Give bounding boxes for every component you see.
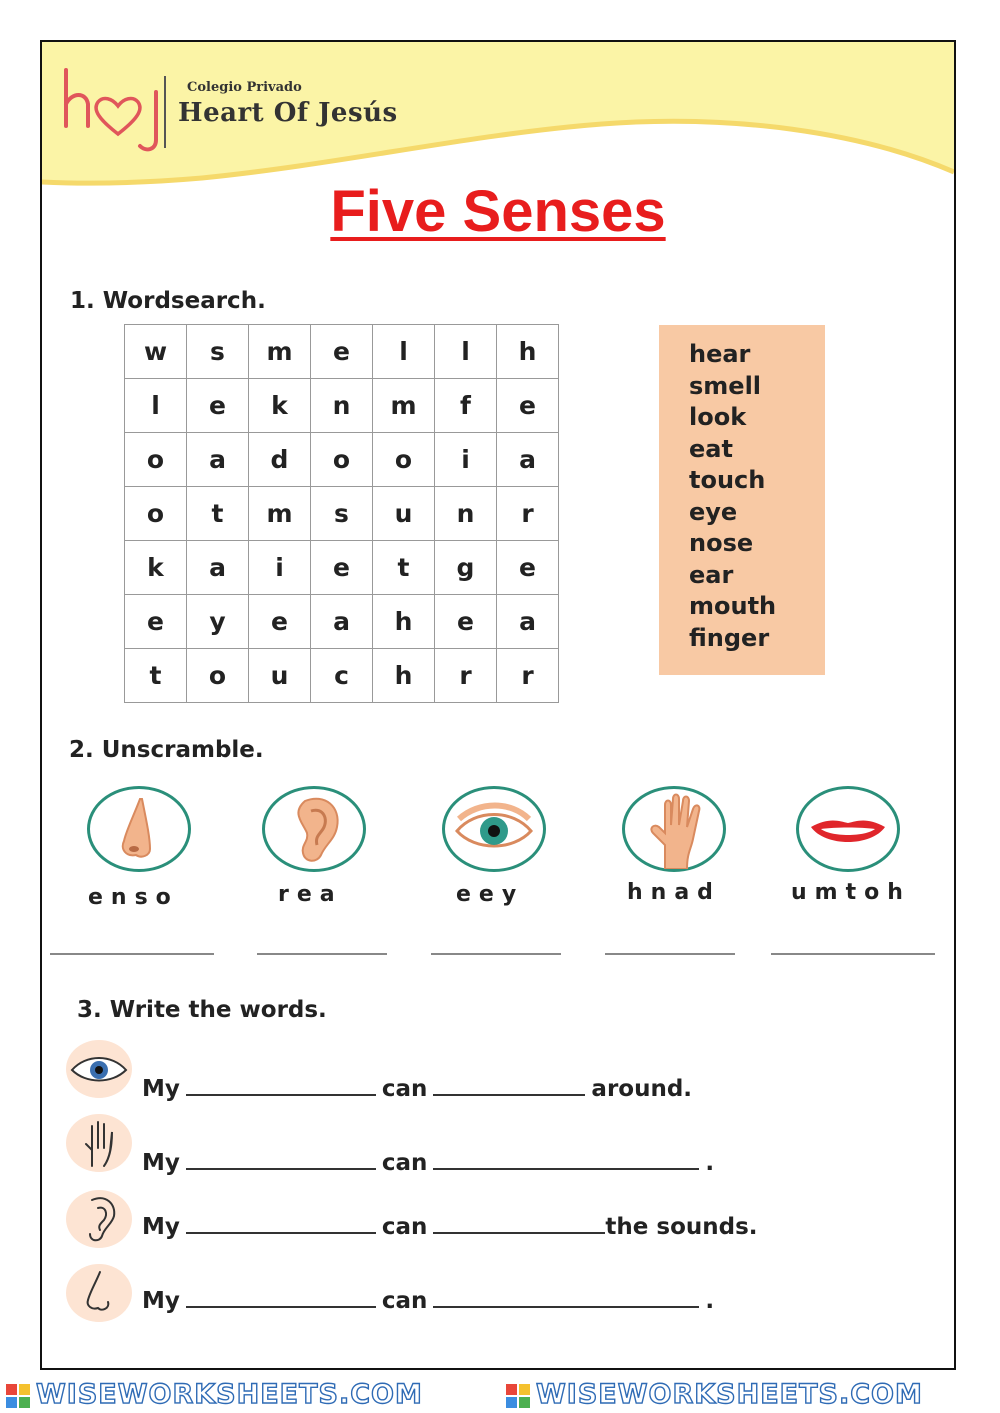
sentence-3-can: can — [381, 1214, 428, 1240]
grid-cell[interactable]: a — [311, 595, 373, 649]
grid-cell[interactable]: n — [311, 379, 373, 433]
grid-row — [125, 433, 559, 487]
site-badge-icon — [6, 1384, 30, 1408]
nose-picture — [87, 786, 191, 872]
grid-cell[interactable]: o — [311, 433, 373, 487]
sentence-4-blank-a[interactable] — [186, 1305, 376, 1308]
grid-cell[interactable]: c — [311, 649, 373, 703]
answer-blank-4[interactable] — [605, 953, 735, 955]
sentence-4-end: . — [705, 1288, 715, 1314]
eye-icon — [66, 1040, 132, 1098]
sentence-2-end: . — [705, 1150, 715, 1176]
grid-cell[interactable]: i — [435, 433, 497, 487]
grid-cell[interactable]: d — [249, 433, 311, 487]
sentence-2-can: can — [381, 1150, 428, 1176]
sentence-1-can: can — [381, 1076, 428, 1102]
footer-text-2: WISEWORKSHEETS.COM — [536, 1379, 923, 1410]
sentence-4-blank-b[interactable] — [433, 1305, 699, 1308]
sentence-2-my: My — [142, 1150, 180, 1176]
grid-cell[interactable]: g — [435, 541, 497, 595]
grid-cell[interactable]: e — [249, 595, 311, 649]
section1-heading: 1. Wordsearch. — [70, 288, 266, 314]
word-list-item: eye — [689, 497, 738, 526]
grid-cell[interactable]: h — [373, 595, 435, 649]
grid-cell[interactable]: u — [249, 649, 311, 703]
word-list-item: finger — [689, 623, 770, 652]
sentence-3-end: the sounds. — [605, 1214, 758, 1240]
grid-row — [125, 649, 559, 703]
sentence-2-picture — [66, 1114, 132, 1172]
sentence-1 — [142, 1076, 692, 1102]
logo-divider — [164, 76, 166, 148]
sentence-2 — [142, 1150, 714, 1176]
grid-cell[interactable]: u — [373, 487, 435, 541]
sentence-1-picture — [66, 1040, 132, 1098]
school-logo — [60, 52, 180, 162]
grid-row — [125, 541, 559, 595]
grid-cell[interactable]: e — [311, 325, 373, 379]
hand-picture — [622, 786, 726, 872]
grid-cell[interactable]: r — [497, 649, 559, 703]
school-subtitle: Colegio Privado — [187, 80, 302, 95]
sentence-1-blank-a[interactable] — [186, 1093, 376, 1096]
grid-row — [125, 379, 559, 433]
ear-icon — [265, 789, 363, 869]
grid-cell[interactable]: k — [249, 379, 311, 433]
grid-cell[interactable]: a — [187, 541, 249, 595]
grid-cell[interactable]: o — [373, 433, 435, 487]
footer-watermark — [0, 1376, 1000, 1413]
grid-cell[interactable]: o — [125, 487, 187, 541]
scrambled-word-4: hnad — [627, 880, 721, 905]
word-list-item: ear — [689, 560, 734, 589]
scrambled-word-3: eey — [456, 882, 525, 907]
sentence-1-end: around. — [591, 1076, 693, 1102]
grid-cell[interactable]: l — [373, 325, 435, 379]
word-list-item: touch — [689, 466, 766, 494]
grid-cell[interactable]: m — [249, 487, 311, 541]
section3-heading: 3. Write the words. — [77, 997, 327, 1023]
grid-cell[interactable]: s — [311, 487, 373, 541]
grid-cell[interactable]: f — [435, 379, 497, 433]
ear-picture — [262, 786, 366, 872]
grid-cell[interactable]: a — [497, 595, 559, 649]
sentence-2-blank-b[interactable] — [433, 1167, 699, 1170]
grid-cell[interactable]: k — [125, 541, 187, 595]
grid-cell[interactable]: s — [187, 325, 249, 379]
grid-cell[interactable]: o — [187, 649, 249, 703]
ear-icon — [66, 1190, 132, 1248]
sentence-3 — [142, 1214, 758, 1240]
grid-cell[interactable]: t — [125, 649, 187, 703]
word-list-item: eat — [689, 434, 733, 463]
section2-heading: 2. Unscramble. — [69, 737, 264, 763]
grid-cell[interactable]: l — [125, 379, 187, 433]
answer-blank-3[interactable] — [431, 953, 561, 955]
grid-cell[interactable]: m — [373, 379, 435, 433]
scrambled-word-5: umtoh — [791, 880, 911, 905]
wordsearch-grid — [124, 324, 559, 703]
site-badge-icon — [506, 1384, 530, 1408]
grid-row — [125, 325, 559, 379]
grid-cell[interactable]: h — [497, 325, 559, 379]
page-title: Five Senses — [330, 179, 666, 244]
grid-cell[interactable]: a — [497, 433, 559, 487]
grid-cell[interactable]: e — [311, 541, 373, 595]
grid-cell[interactable]: o — [125, 433, 187, 487]
grid-cell[interactable]: e — [497, 379, 559, 433]
sentence-3-my: My — [142, 1214, 180, 1240]
grid-cell[interactable]: r — [497, 487, 559, 541]
grid-cell[interactable]: y — [187, 595, 249, 649]
sentence-4-can: can — [381, 1288, 428, 1314]
mouth-picture — [796, 786, 900, 872]
grid-cell[interactable]: e — [187, 379, 249, 433]
hand-icon — [66, 1114, 132, 1172]
worksheet-page — [40, 40, 956, 1370]
answer-blank-1[interactable] — [50, 953, 214, 955]
footer-text-1: WISEWORKSHEETS.COM — [36, 1379, 423, 1410]
word-list-item: nose — [689, 529, 754, 557]
eye-picture — [442, 786, 546, 872]
hand-icon — [625, 789, 723, 869]
grid-row — [125, 487, 559, 541]
sentence-2-blank-a[interactable] — [186, 1167, 376, 1170]
sentence-4-picture — [66, 1264, 132, 1322]
grid-cell[interactable]: t — [187, 487, 249, 541]
word-list-item: hear — [689, 340, 751, 368]
grid-cell[interactable]: a — [187, 433, 249, 487]
grid-cell[interactable]: m — [249, 325, 311, 379]
sentence-3-picture — [66, 1190, 132, 1248]
sentence-4-my: My — [142, 1288, 180, 1314]
grid-cell[interactable]: i — [249, 541, 311, 595]
mouth-icon — [799, 789, 897, 869]
grid-cell[interactable]: w — [125, 325, 187, 379]
grid-row — [125, 595, 559, 649]
grid-cell[interactable]: e — [125, 595, 187, 649]
sentence-3-blank-b[interactable] — [433, 1231, 605, 1234]
word-list-item: smell — [689, 371, 762, 400]
grid-cell[interactable]: h — [373, 649, 435, 703]
grid-cell[interactable]: n — [435, 487, 497, 541]
sentence-1-my: My — [142, 1076, 180, 1102]
nose-icon — [66, 1264, 132, 1322]
word-list-item: look — [689, 403, 747, 431]
nose-icon — [90, 789, 188, 869]
sentence-1-blank-b[interactable] — [433, 1093, 585, 1096]
scrambled-word-2: rea — [278, 882, 343, 907]
word-list-item: mouth — [689, 592, 777, 620]
scrambled-word-1: enso — [88, 885, 179, 910]
sentence-3-blank-a[interactable] — [186, 1231, 376, 1234]
grid-cell[interactable]: e — [497, 541, 559, 595]
answer-blank-5[interactable] — [771, 953, 935, 955]
word-list-box — [659, 325, 825, 675]
eye-icon — [445, 789, 543, 869]
grid-cell[interactable]: t — [373, 541, 435, 595]
sentence-4 — [142, 1288, 714, 1314]
grid-cell[interactable]: e — [435, 595, 497, 649]
school-name: Heart Of Jesús — [178, 98, 398, 128]
grid-cell[interactable]: r — [435, 649, 497, 703]
grid-cell[interactable]: l — [435, 325, 497, 379]
answer-blank-2[interactable] — [257, 953, 387, 955]
